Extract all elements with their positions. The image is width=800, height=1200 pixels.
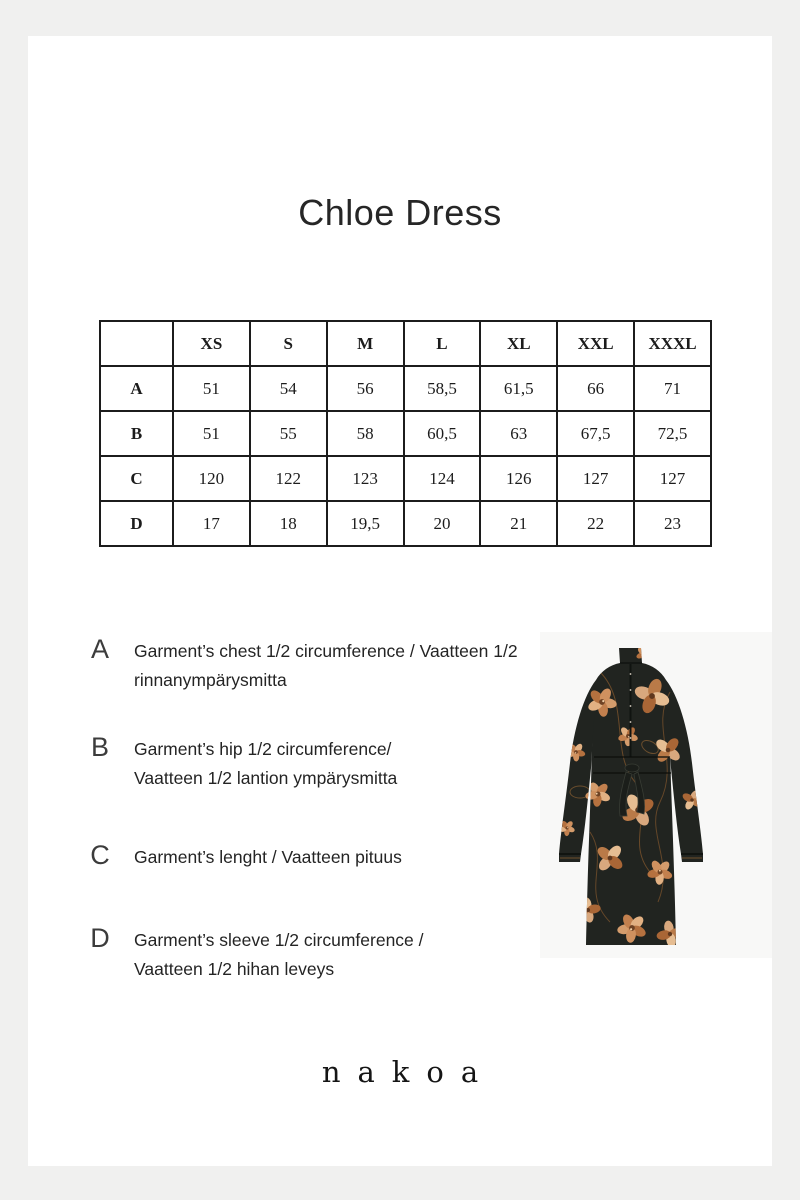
legend-text-line: Garment’s hip 1/2 circumference/: [134, 739, 392, 759]
column-header-xxl: XXL: [557, 321, 634, 366]
size-cell: 122: [250, 456, 327, 501]
legend-text: [134, 926, 538, 984]
size-cell: 120: [173, 456, 250, 501]
size-cell: 55: [250, 411, 327, 456]
legend-letter: B: [90, 732, 109, 762]
page-title: Chloe Dress: [298, 192, 502, 233]
column-header-s: S: [250, 321, 327, 366]
row-label: C: [100, 456, 173, 501]
size-cell: 54: [250, 366, 327, 411]
brand-logo: nakoa: [321, 1055, 496, 1089]
size-cell: 18: [250, 501, 327, 546]
size-cell: 60,5: [404, 411, 481, 456]
row-label: D: [100, 501, 173, 546]
legend-text-line: Garment’s sleeve 1/2 circumference /: [134, 930, 424, 950]
table-row: [100, 501, 711, 546]
size-cell: 58,5: [404, 366, 481, 411]
column-header-xs: XS: [173, 321, 250, 366]
legend-text-line: Garment’s chest 1/2 circumference / Vaatteen 1/2: [134, 641, 518, 661]
size-cell: 51: [173, 411, 250, 456]
product-photo: [540, 632, 772, 958]
legend-letter: D: [90, 923, 110, 953]
column-header-empty: [100, 321, 173, 366]
size-cell: 19,5: [327, 501, 404, 546]
column-header-xxxl: XXXL: [634, 321, 711, 366]
legend-text: [134, 637, 538, 695]
legend-letter: A: [90, 634, 109, 664]
size-cell: 72,5: [634, 411, 711, 456]
table-header-row: [100, 321, 711, 366]
size-cell: 17: [173, 501, 250, 546]
size-cell: 126: [480, 456, 557, 501]
size-cell: 63: [480, 411, 557, 456]
size-cell: 23: [634, 501, 711, 546]
size-cell: 66: [557, 366, 634, 411]
row-label: B: [100, 411, 173, 456]
size-cell: 67,5: [557, 411, 634, 456]
legend-letter: C: [90, 840, 110, 870]
size-cell: 124: [404, 456, 481, 501]
table-row: [100, 411, 711, 456]
legend-text-line: Vaatteen 1/2 hihan leveys: [134, 959, 335, 979]
table-row: [100, 366, 711, 411]
table-row: [100, 456, 711, 501]
size-cell: 127: [634, 456, 711, 501]
size-cell: 22: [557, 501, 634, 546]
size-cell: 127: [557, 456, 634, 501]
size-cell: 56: [327, 366, 404, 411]
column-header-l: L: [404, 321, 481, 366]
legend-text: [134, 735, 538, 793]
size-cell: 71: [634, 366, 711, 411]
legend-text-line: Vaatteen 1/2 lantion ympärysmitta: [134, 768, 398, 788]
size-cell: 58: [327, 411, 404, 456]
size-cell: 51: [173, 366, 250, 411]
legend-text-line: Garment’s lenght / Vaatteen pituus: [134, 847, 402, 867]
dress-illustration: [540, 632, 772, 958]
column-header-xl: XL: [480, 321, 557, 366]
size-cell: 21: [480, 501, 557, 546]
legend-text-line: rinnanympärysmitta: [134, 670, 287, 690]
row-label: A: [100, 366, 173, 411]
size-cell: 20: [404, 501, 481, 546]
size-cell: 61,5: [480, 366, 557, 411]
size-cell: 123: [327, 456, 404, 501]
column-header-m: M: [327, 321, 404, 366]
size-chart-table: [99, 320, 712, 547]
legend-text: [134, 843, 538, 872]
